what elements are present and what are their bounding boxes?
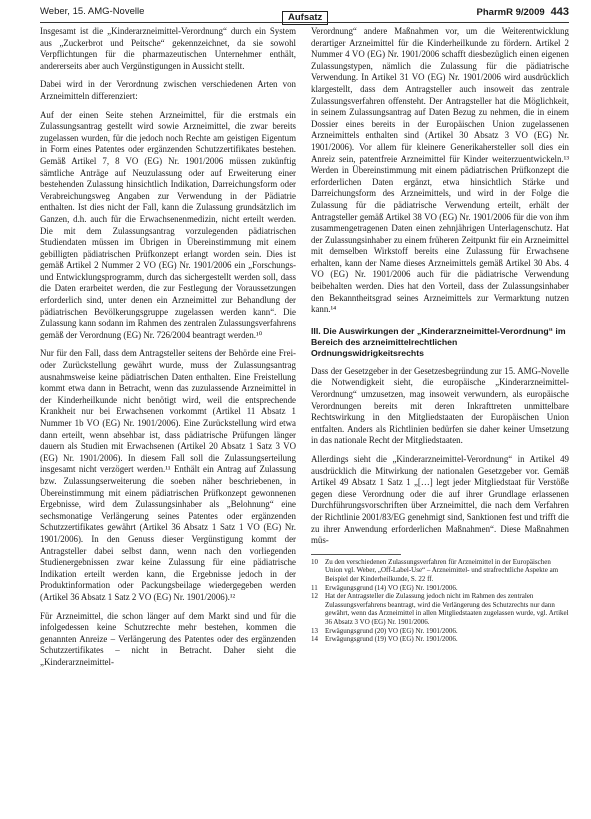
journal-issue: PharmR 9/2009 (476, 7, 545, 18)
paragraph: Für Arzneimittel, die schon länger auf dem Markt sind und für die infolgedessen keine Schutzrechte mehr bestehen, kommen die genannten Anreize – Verlängerung des Patentes oder des ergänzenden Schutzzertifikates – nicht in Betracht. Daher sieht die „Kinderarzneimittel- (40, 610, 296, 667)
section-label: Aufsatz (282, 11, 328, 25)
footnote: 13 Erwägungsgrund (20) VO (EG) Nr. 1901/2006. (311, 626, 458, 635)
paragraph: Auf der einen Seite stehen Arzneimittel, für die erstmals ein Zulassungsantrag gestellt wird sowie Arzneimittel, die zwar bereits zugelassen wurden, für die jedoch noch Rechte am geistigen Eigentum in Form eines Patentes oder ergänzenden Schutzzertifikates bestehen. Gemäß Artikel 7, 8 VO (EG) Nr. 1901/2006 müssen zukünftig sämtliche Anträge auf Neuzulassung oder auf Erweiterung einer bestehenden Zulassung hinsichtlich Indikation, Darreichungsform oder Verabreichungsweg Angaben zur Verwendung in der Pädiatrie enthalten. Ist dies nicht der Fall, kann die Zulassung grundsätzlich im Ganzen, d.h. auch für die Erwachsenenmedizin, nicht erteilt werden. Die mit dem Zulassungsantrag vorzulegenden pädiatrischen Studiendaten müssen im Übrigen in Übereinstimmung mit einem gebilligten pädiatrischen Prüfkonzept erlangt worden sein. Dies ist gemäß Artikel 2 Nummer 2 VO (EG) Nr. 1901/2006 ein „Forschungs- und Entwicklungsprogramm, durch das sichergestellt werden soll, dass die Daten erarbeitet werden, die zur Festlegung der Voraussetzungen erforderlich sind, unter denen ein Arzneimittel zur Behandlung der pädiatrischen Bevölkerungsgruppe zugelassen werden kann“. Die Zulassung kann sodann im Rahmen des zentralen Zulassungsverfahrens gemäß der Verordnung (EG) Nr. 726/2004 beantragt werden.¹⁰ (40, 109, 296, 340)
paragraph: Insgesamt ist die „Kinderarzneimittel-Verordnung“ durch ein System aus „Zuckerbrot und Peitsche“ gekennzeichnet, da sie sowohl Verpflichtungen für die pharmazeutischen Unternehmer enthält, andererseits aber auch Vergünstigungen in Aussicht stellt. (40, 26, 296, 71)
header-rule (40, 22, 569, 23)
footnote: 14 Erwägungsgrund (19) VO (EG) Nr. 1901/2006. (311, 635, 458, 644)
running-header-journal (477, 6, 569, 18)
footnote: 11 Erwägungsgrund (14) VO (EG) Nr. 1901/2006. (311, 583, 458, 592)
paragraph: Dass der Gesetzgeber in der Gesetzesbegründung zur 15. AMG-Novelle die Notwendigkeit sieht, die europäische „Kinderarzneimittel-Verordnung“ umzusetzen, mag insoweit verwundern, als europäische Verordnungen bereits mit deren Inkrafttreten unmittelbare Rechtswirkung in den Mitgliedstaaten der Europäischen Union entfalten. Anders als Richtlinien bedürfen sie daher keiner Umsetzung in das nationale Recht der Mitgliedstaaten. (311, 365, 569, 446)
paragraph: Dabei wird in der Verordnung zwischen verschiedenen Arten von Arzneimitteln differenziert: (40, 79, 296, 101)
right-column (311, 26, 569, 644)
section-heading: III. Die Auswirkungen der „Kinderarzneimittel-Verordnung“ im Bereich des arzneimittelrechtlichen Ordnungswidrigkeitsrechts (311, 325, 566, 358)
paragraph: Verordnung“ andere Maßnahmen vor, um die Weiterentwicklung derartiger Arzneimittel für die Kinderheilkunde zu fördern. Artikel 2 Nummer 4 VO (EG) Nr. 1901/2006 schafft diesbezüglich einen eigenen Zulassungstypen, nämlich die Zulassung für die pädiatrische Verwendung. In Artikel 31 VO (EG) Nr. 1901/2006 wird ausdrücklich klargestellt, dass dem Antragsteller auch insoweit das zentrale Zulassungsverfahren offensteht. Der Antragsteller hat die Möglichkeit, in seinem Zulassungsantrag auf Daten Bezug zu nehmen, die in einem Dossier eines bereits in der Europäischen Union zugelassenen Arzneimittels enthalten sind (Artikel 30 Absatz 3 VO (EG) Nr. 1901/2006). Vor allem für kleinere Generikahersteller soll dies ein Anreiz sein, patentfreie Arzneimittel für Kinder weiterzuentwickeln.¹³ Werden in Übereinstimmung mit einem pädiatrischen Prüfkonzept die erforderlichen Daten ergänzt, etwa hinsichtlich Stärke und Darreichungsform des Arzneimittels, und wird in der Folge die Zulassung für die pädiatrische Verwendung erteilt, erhält der Antragsteller gemäß Artikel 38 VO (EG) Nr. 1901/2006 für die von ihm zusammengetragenen Daten einen zehnjährigen Unterlagenschutz. Hat der Zulassungsinhaber zu einem früheren Zeitpunkt für ein Arzneimittel mit demselben Wirkstoff bereits eine Zulassung für Erwachsene erhalten, kann der Name dieses Arzneimittels gemäß Artikel 30 Abs. 4 VO (EG) Nr. 1901/2006 auch für die pädiatrische Verwendung beibehalten werden. Dies hat den Vorteil, dass der Zulassungsinhaber den Bekanntheitsgrad seines Arzneimittels zur Vermarktung nutzen kann.¹⁴ (311, 26, 569, 315)
page-number: 443 (550, 6, 569, 18)
footnote: 10 Zu den verschiedenen Zulassungsverfahren für Arzneimittel in der Europäischen Union vgl. Weber, „Off-Label-Use“ – Arzneimittel- und strafrechtliche Aspekte am Beispiel der Kinderheilkunde, S. 22 ff. (311, 557, 559, 583)
left-column (40, 26, 296, 675)
footnote: 12 Hat der Antragsteller die Zulassung jedoch nicht im Rahmen des zentralen Zulassungsverfahrens beantragt, wird die Verlängerung des Schutzrechts nur dann gewährt, wenn das Arzneimittel in allen Mitgliedstaaten zugelassen wurde, vgl. Artikel 36 Absatz 3 VO (EG) Nr. 1901/2006. (311, 592, 569, 626)
running-header-author: Weber, 15. AMG-Novelle (40, 6, 145, 17)
footnote-rule (311, 554, 401, 555)
paragraph: Allerdings sieht die „Kinderarzneimittel-Verordnung“ in Artikel 49 ausdrücklich die Mitwirkung der nationalen Gesetzgeber vor. Gemäß Artikel 49 Absatz 1 Satz 1 „[…] legt jeder Mitgliedstaat für Verstöße gegen diese Verordnung oder die auf ihrer Grundlage erlassenen Durchführungsvorschriften über Arzneimittel, die nach dem Verfahren der Richtlinie 2001/83/EG genehmigt sind, Sanktionen fest und trifft die zu ihrer Anwendung erforderlichen Maßnahmen“. Diese Maßnahmen müs- (311, 454, 569, 546)
paragraph: Nur für den Fall, dass dem Antragsteller seitens der Behörde eine Frei- oder Zurückstellung gewährt wurde, muss der Zulassungsantrag ausnahmsweise keine pädiatrischen Daten enthalten. Eine Freistellung kommt etwa dann in Betracht, wenn das zuzulassende Arzneimittel in der Kinderheilkunde nicht benötigt wird, weil die entsprechende Krankheit nur bei Erwachsenen vorkommt (Artikel 11 Absatz 1 Nummer 1b VO (EG) Nr. 1901/2006). Eine Zurückstellung wird etwa dann erteilt, wenn absehbar ist, dass pädiatrische Prüfungen länger dauern als Studien mit Erwachsenen (Artikel 20 Absatz 1 Satz 3 VO (EG) Nr. 1901/2006). In diesem Fall soll die Zulassungserteilung insgesamt nicht verzögert werden.¹¹ Enthält ein Antrag auf Zulassung bzw. Zulassungserweiterung die soeben näher beschriebenen, in Übereinstimmung mit einem pädiatrischen Prüfkonzept gewonnenen Ergebnisse, wird dem Zulassungsinhaber als „Belohnung“ eine sechsmonatige Verlängerung seines Patentes oder ergänzenden Schutzzertifikates gewährt (Artikel 36 Absatz 1 Satz 1 VO (EG) Nr. 1901/2006). In den Genuss dieser Vergünstigung kommt der Antragsteller dabei selbst dann, wenn nach den vorliegenden Studienergebnissen zwar keine Zulassung für eine pädiatrische Indikation erteilt werden kann, die Ergebnisse jedoch in der Produktinformation oder Packungsbeilage wiedergegeben werden (Artikel 36 Absatz 1 Satz 2 VO (EG) Nr. 1901/2006).¹² (40, 348, 296, 602)
